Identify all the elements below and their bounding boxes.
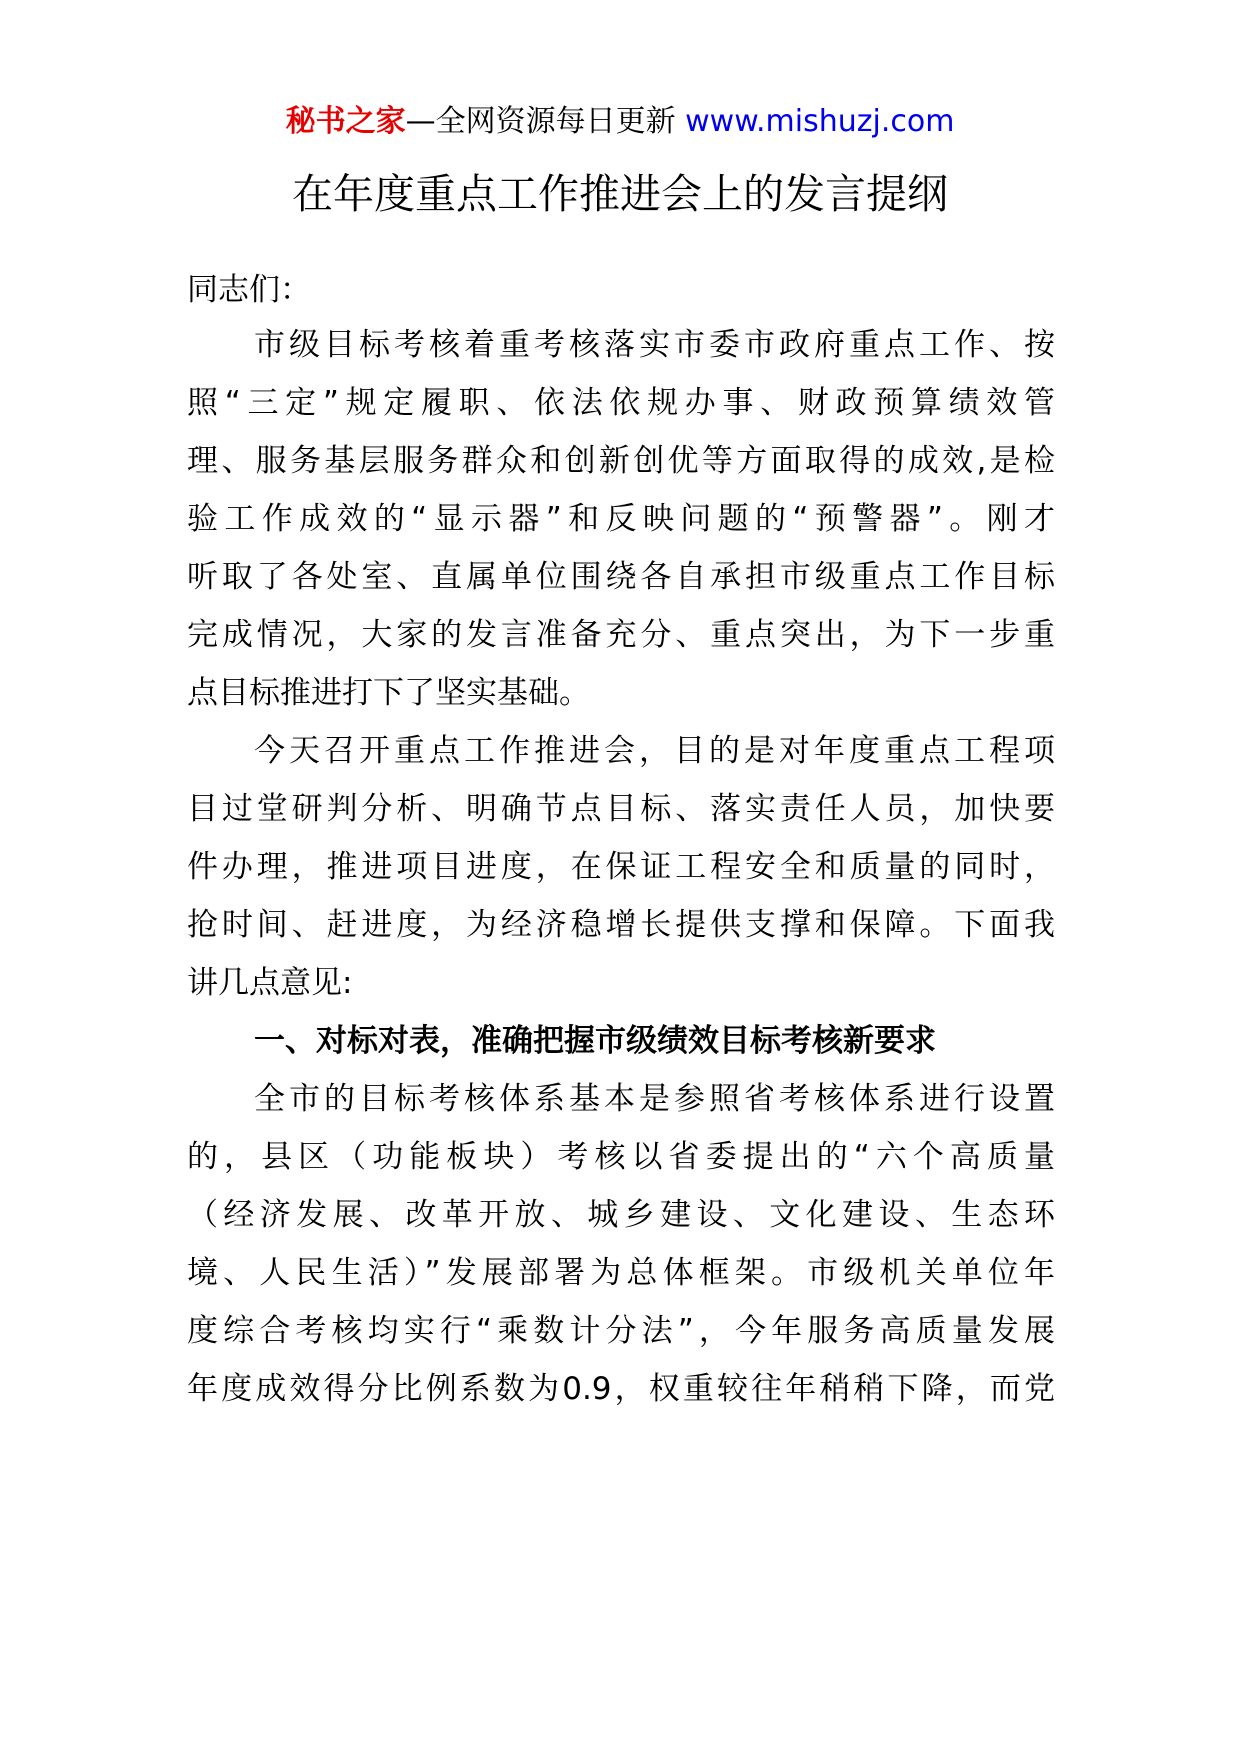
- body-line: 听取了各处室、直属单位围绕各自承担市级重点工作目标: [187, 559, 1055, 595]
- document-title: 在年度重点工作推进会上的发言提纲: [292, 170, 948, 218]
- body-line: 抢时间、赶进度，为经济稳增长提供支撑和保障。下面我: [187, 907, 1055, 943]
- body-line: 境、人民生活）”发展部署为总体框架。市级机关单位年: [187, 1255, 1055, 1291]
- body-line: 市级目标考核着重考核落实市委市政府重点工作、按: [254, 327, 1055, 363]
- body-line: 今天召开重点工作推进会，目的是对年度重点工程项: [254, 733, 1055, 769]
- body-line: 目过堂研判分析、明确节点目标、落实责任人员，加快要: [187, 791, 1055, 827]
- body-line: 验工作成效的“显示器”和反映问题的“预警器”。刚才: [187, 501, 1055, 537]
- body-line: 照“三定”规定履职、依法依规办事、财政预算绩效管: [187, 385, 1055, 421]
- body-line: （经济发展、改革开放、城乡建设、文化建设、生态环: [187, 1197, 1055, 1233]
- site-brand: 秘书之家: [285, 104, 406, 139]
- site-header: [0, 102, 1240, 142]
- body-line: 的，县区（功能板块）考核以省委提出的“六个高质量: [187, 1139, 1055, 1175]
- body-line: 点目标推进打下了坚实基础。: [187, 675, 590, 711]
- body-line: 年度成效得分比例系数为0.9，权重较往年稍稍下降，而党: [187, 1371, 1055, 1407]
- body-line: 件办理，推进项目进度，在保证工程安全和质量的同时，: [187, 849, 1055, 885]
- site-url-link[interactable]: www.mishuzj.com: [685, 104, 955, 139]
- body-line: 度综合考核均实行“乘数计分法”，今年服务高质量发展: [187, 1313, 1055, 1349]
- body-line: 讲几点意见:: [187, 965, 353, 1001]
- salutation: 同志们：: [187, 272, 311, 308]
- site-tagline: —全网资源每日更新: [405, 104, 676, 139]
- body-line: 理、服务基层服务群众和创新创优等方面取得的成效,是检: [187, 443, 1055, 479]
- body-line: 完成情况，大家的发言准备充分、重点突出，为下一步重: [187, 617, 1055, 653]
- section-heading: 一、对标对表，准确把握市级绩效目标考核新要求: [254, 1023, 936, 1059]
- body-line: 全市的目标考核体系基本是参照省考核体系进行设置: [254, 1081, 1055, 1117]
